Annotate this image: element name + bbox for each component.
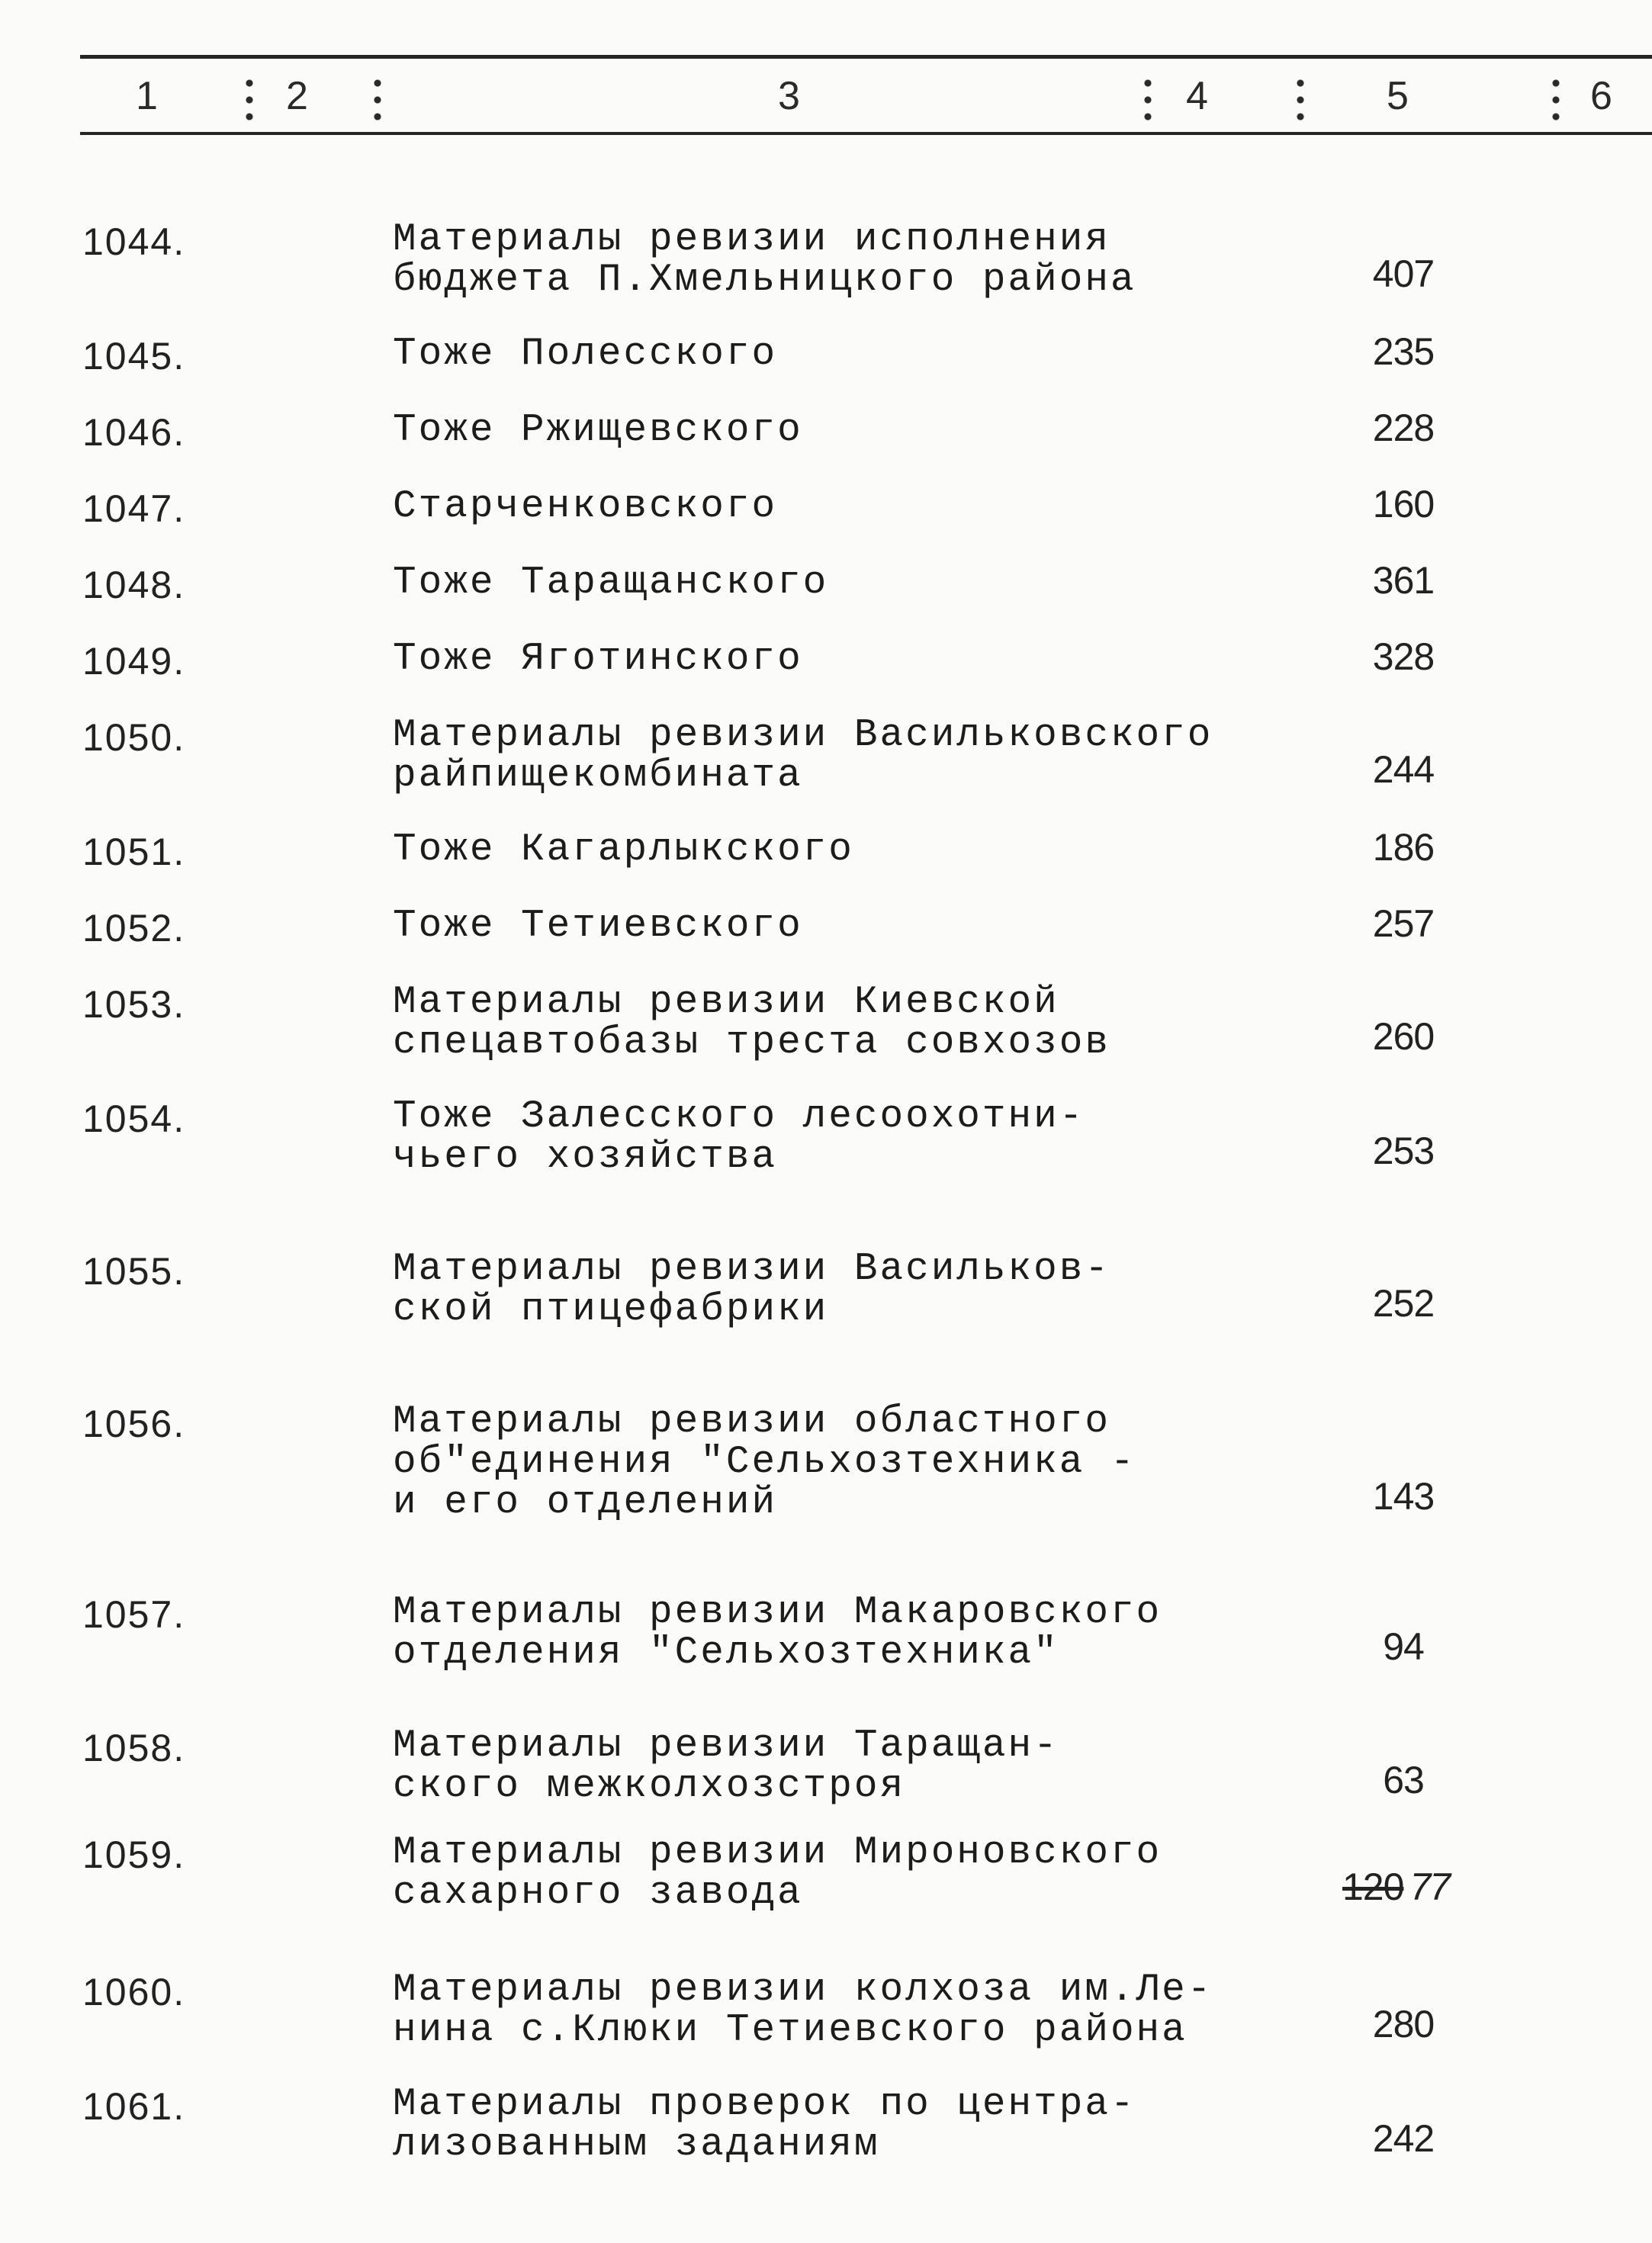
item-sheet-count: 235	[1372, 330, 1435, 373]
item-description: Материалы ревизии Киевской спецавтобазы треста совхозов	[393, 981, 1110, 1065]
column-header-4: 4	[1186, 74, 1208, 118]
column-header-6: 6	[1590, 74, 1612, 118]
item-sheet-count: 228	[1372, 407, 1435, 449]
item-description: Старченковского	[393, 485, 778, 529]
item-description: Тоже Яготинского	[393, 638, 803, 681]
column-separator	[246, 75, 253, 128]
item-description: Материалы ревизии Макаровского отделения "Сельхозтехника"	[393, 1591, 1162, 1675]
item-description: Тоже Полесского	[393, 333, 778, 376]
column-header-5: 5	[1387, 74, 1409, 118]
item-description: Материалы ревизии Васильков- ской птицефабрики	[393, 1248, 1110, 1332]
item-number: 1056.	[82, 1403, 186, 1445]
item-description: Материалы ревизии колхоза им.Ле- нина с.Клюки Тетиевского района	[393, 1968, 1213, 2052]
item-description: Тоже Тетиевского	[393, 905, 803, 948]
column-header-2: 2	[286, 74, 308, 118]
item-sheet-count: 160	[1372, 483, 1435, 525]
item-number: 1047.	[82, 487, 186, 530]
item-sheet-count: 257	[1372, 902, 1435, 945]
item-sheet-count: 361	[1372, 559, 1435, 602]
item-sheet-count: 244	[1372, 748, 1435, 791]
item-number: 1049.	[82, 640, 186, 683]
item-description: Материалы ревизии исполнения бюджета П.Хмельницкого района	[393, 218, 1136, 302]
item-sheet-count-corrected	[1342, 1865, 1510, 1909]
item-sheet-count: 253	[1372, 1130, 1435, 1172]
column-header-1: 1	[136, 74, 158, 118]
struck-value: 120	[1342, 1865, 1404, 1908]
item-description: Материалы проверок по центра- лизованным заданиям	[393, 2083, 1136, 2167]
item-sheet-count: 143	[1372, 1475, 1435, 1518]
item-number: 1058.	[82, 1727, 186, 1769]
item-sheet-count: 94	[1383, 1625, 1424, 1668]
item-description: Материалы ревизии Васильковского райпищекомбината	[393, 714, 1213, 798]
item-sheet-count: 252	[1372, 1282, 1435, 1325]
item-number: 1045.	[82, 335, 186, 378]
column-header-3: 3	[778, 74, 800, 118]
item-description: Тоже Ржищевского	[393, 409, 803, 452]
handwritten-correction: 77	[1409, 1865, 1450, 1908]
item-number: 1050.	[82, 716, 186, 759]
column-separator	[374, 75, 381, 128]
item-description: Тоже Кагарлыкского	[393, 828, 854, 872]
column-separator	[1552, 75, 1560, 128]
item-description: Материалы ревизии Таращан- ского межколхозстроя	[393, 1724, 1059, 1808]
item-sheet-count: 260	[1372, 1015, 1435, 1058]
item-number: 1044.	[82, 220, 186, 263]
item-sheet-count: 280	[1372, 2003, 1435, 2045]
item-sheet-count: 328	[1372, 635, 1435, 678]
item-number: 1060.	[82, 1971, 186, 2013]
item-number: 1046.	[82, 411, 186, 454]
item-sheet-count: 407	[1372, 252, 1435, 295]
item-number: 1054.	[82, 1097, 186, 1140]
item-description: Материалы ревизии Мироновского сахарного завода	[393, 1831, 1162, 1915]
item-number: 1048.	[82, 564, 186, 606]
header-bottom-rule	[80, 132, 1652, 135]
column-separator	[1144, 75, 1152, 128]
item-number: 1052.	[82, 907, 186, 950]
item-sheet-count: 242	[1372, 2117, 1435, 2160]
item-description: Тоже Таращанского	[393, 561, 829, 605]
item-number: 1053.	[82, 983, 186, 1026]
item-number: 1059.	[82, 1833, 186, 1876]
item-description: Тоже Залесского лесоохотни- чьего хозяйства	[393, 1095, 1085, 1179]
header-top-rule	[80, 55, 1652, 59]
item-number: 1061.	[82, 2085, 186, 2128]
item-number: 1057.	[82, 1593, 186, 1636]
item-sheet-count: 63	[1383, 1759, 1424, 1801]
column-separator	[1297, 75, 1304, 128]
item-number: 1051.	[82, 831, 186, 873]
item-sheet-count: 186	[1372, 826, 1435, 869]
item-number: 1055.	[82, 1250, 186, 1293]
item-description: Материалы ревизии областного об"единения "Сельхозтехника - и его отделений	[393, 1400, 1136, 1525]
